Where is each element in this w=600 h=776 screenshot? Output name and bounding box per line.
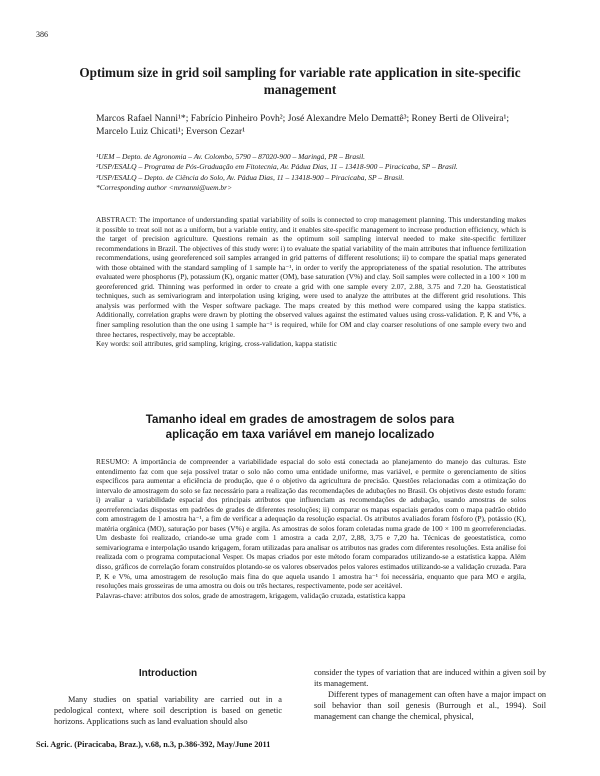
intro-paragraph-left: Many studies on spatial variability are carried out in a pedological context, where soil description is based on genetic horizons. Applications such as land evaluation should also [54,695,282,726]
portuguese-title: Tamanho ideal em grades de amostragem de solos para aplicação em taxa variável em manejo localizado [145,413,455,441]
intro-paragraph-right-2: Different types of management can often have a major impact on soil behavior than soil genesis (Burrough et al., 1994). Soil management can change the chemical, physical, [314,690,546,721]
keywords: Key words: soil attributes, grid sampling, kriging, cross-validation, kappa statistic [96,339,337,349]
page-number: 386 [36,30,48,39]
left-column [54,668,282,727]
introduction-heading: Introduction [138,668,198,679]
paper-title: Optimum size in grid soil sampling for variable rate application in site-specific management [79,65,521,97]
palavras-chave: Palavras-chave: atributos dos solos, grade de amostragem, krigagem, validação cruzada, estatística kappa [96,590,406,600]
affiliation-1: ¹UEM – Depto. de Agronomia – Av. Colombo, 5790 – 87020-900 – Maringá, PR – Brasil. [96,152,366,161]
authors: Marcos Rafael Nanni¹*; Fabrício Pinheiro Povh²; José Alexandre Melo Demattê³; Roney Berti de Oliveira¹; Marcelo Luiz Chicati¹; Everson Cezar¹ [96,113,510,137]
abstract-text: The importance of understanding spatial variability of soils is connected to crop management planning. This understanding makes it possible to treat soil not as a uniform, but a variable entity, and it enables site-specific management to increase production efficiency, which is the target of precision agriculture. Questions remain as the optimum soil sampling interval needed to make site-specific fertilizer recommendations in Brazil. The objectives of this study were: i) to evaluate the spatial variability of the main attributes that influence fertilization recommendations, using georeferenced soil samples arranged in grid patterns of different resolutions; ii) to compare the spatial maps generated with those obtained with the standard sampling of 1 sample ha⁻¹, in order to verify the appropriateness of the spatial resolution. The attributes evaluated were phosphorus (P), potassium (K), organic matter (OM), base saturation (V%) and clay. Soil samples were collected in a 100 × 100 m georeferenced grid. Thinning was performed in order to create a grid with one sample every 2.07, 2.88, 3.75 and 7.20 ha. Geostatistical techniques, such as semivariogram and interpolation using kriging, were used to analyze the attributes at the different grid resolutions. This analysis was performed with the Vesper software package. The maps created by this method were compared using the kappa statistics. Additionally, correlation graphs were drawn by plotting the observed values against the estimated values using cross-validation. P, K and V%, a finer sampling resolution than the one using 1 sample ha⁻¹ is required, while for OM and clay coarser resolutions of one sample every two and three hectares, respectively, may be acceptable. [96,215,526,339]
affiliations [96,152,526,194]
abstract [96,215,526,349]
abstract-label: ABSTRACT: [96,215,137,224]
journal-footer: Sci. Agric. (Piracicaba, Braz.), v.68, n.3, p.386-392, May/June 2011 [36,740,271,749]
affiliation-2: ²USP/ESALQ – Programa de Pós-Graduação em Fitotecnia, Av. Pádua Dias, 11 – 13418-900 – Piracicaba, SP – Brasil. [96,162,458,172]
resumo-label: RESUMO: [96,457,130,466]
affiliation-3: ³USP/ESALQ – Depto. de Ciência do Solo, Av. Pádua Dias, 11 – 13418-900 – Piracicaba, SP – Brasil. [96,172,405,182]
right-column [314,667,546,722]
resumo-text: A importância de compreender a variabilidade espacial do solo está conectada ao planejamento do manejo das culturas. Este entendimento faz com que seja possível tratar o solo não como uma entidade uniforme, mas variável, e permite o gerenciamento de sítios específicos para aumentar a eficiência de produção, que é o objetivo da agricultura de precisão. Questões relacionadas com a otimização do intervalo de amostragem do solo se faz necessário para a realização das recomendações de adubações no Brasil. Os objetivos deste estudo foram: i) avaliar a variabilidade espacial dos principais atributos que influenciam as recomendações de adubação, usando amostras de solos georreferenciadas dispostas em padrões de grades de diferentes resoluções; ii) comparar os mapas espaciais gerados com o mapa padrão obtido com amostragem de 1 amostra ha⁻¹, a fim de verificar a adequação da resolução espacial. Os atributos avaliados foram fósforo (P), potássio (K), matéria orgânica (MO), saturação por bases (V%) e argila. As amostras de solos foram coletadas numa grade de 100 × 100 m georreferenciadas. Um desbaste foi realizado, criando-se uma grade com 1 amostra a cada 2,07, 2,88, 3,75 e 7,20 ha. Técnicas de geoestatística, como semivariograma e interpolação usando krigagem, foram utilizadas para analisar os atributos nas grades com diferentes resoluções. Esta análise foi realizada com o programa computacional Vesper. Os mapas criados por este método foram comparados utilizando-se a estatística kappa. Além disso, gráficos de correlação foram construídos plotando-se os valores observados pelos valores estimados utilizando-se a validação cruzada. Para P, K e V%, uma amostragem de resolução mais fina do que aquela usando 1 amostra ha⁻¹ foi necessária, enquanto que para MO e argila, resoluções mais grosseiras de uma amostra ou dois ou três hectares, respectivamente, pode ser aceitável. [96,457,526,591]
intro-paragraph-right-1: consider the types of variation that are induced within a given soil by its management. [314,668,546,688]
resumo [96,457,526,600]
corresponding-author: *Corresponding author <mrnanni@uem.br> [96,183,233,193]
